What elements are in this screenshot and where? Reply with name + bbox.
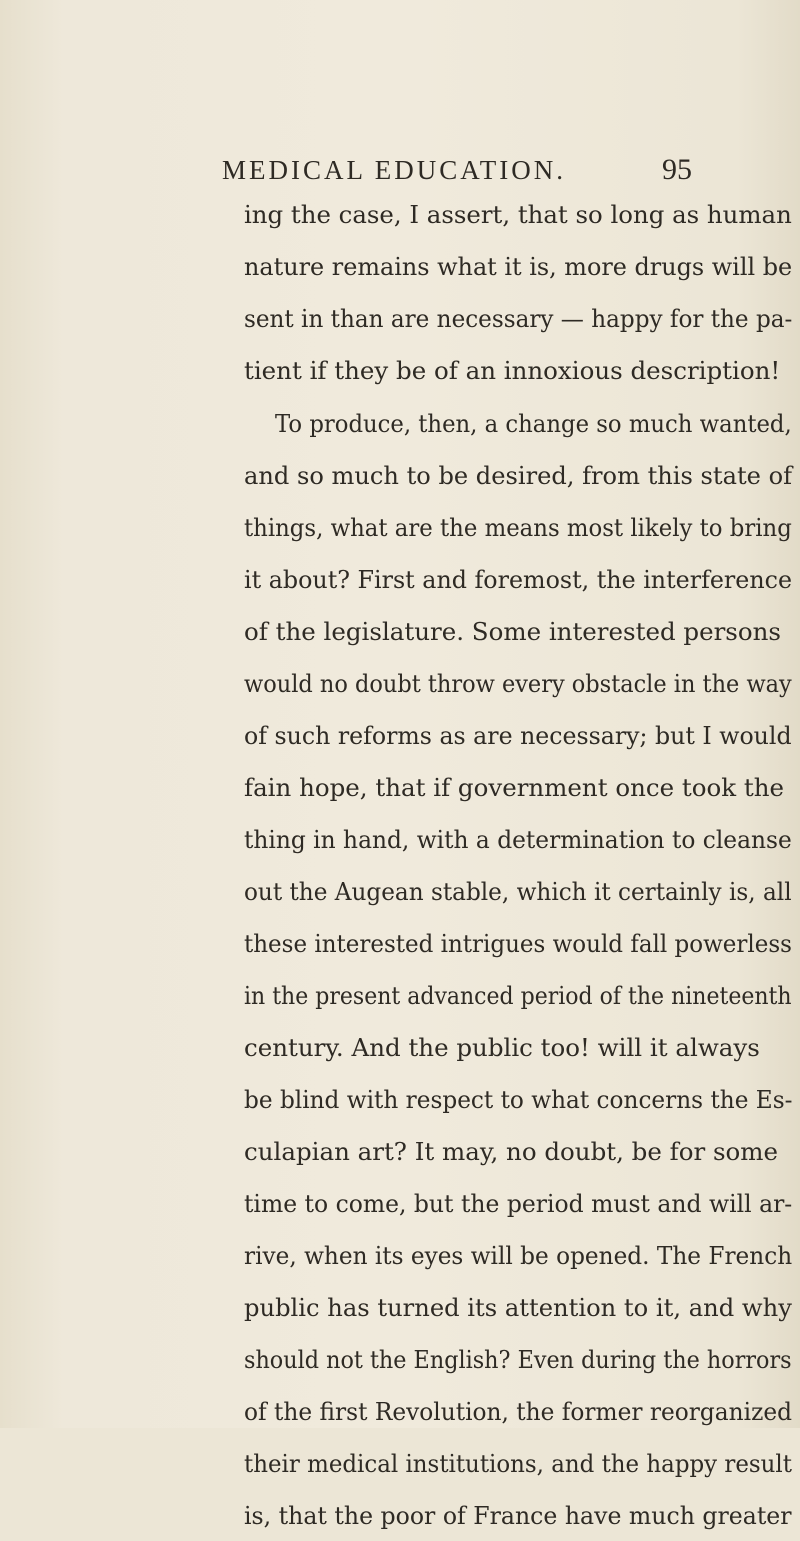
text-line: sent in than are necessary — happy for the pa- <box>244 304 793 333</box>
text-line: is, that the poor of France have much greater <box>244 1501 792 1530</box>
text-line: culapian art? It may, no doubt, be for some <box>244 1137 779 1166</box>
text-line: tient if they be of an innoxious description! <box>244 356 781 385</box>
text-line: century. And the public too! will it always <box>244 1033 760 1062</box>
text-line: would no doubt throw every obstacle in the way <box>244 669 792 698</box>
text-line: things, what are the means most likely to bring <box>244 513 792 542</box>
page-header <box>222 150 692 190</box>
text-line: thing in hand, with a determination to cleanse <box>244 825 792 854</box>
text-line: fain hope, that if government once took the <box>244 773 784 802</box>
text-line: To produce, then, a change so much wanted, <box>275 409 792 438</box>
text-line: rive, when its eyes will be opened. The French <box>244 1241 793 1270</box>
text-line: and so much to be desired, from this state of <box>244 461 793 490</box>
text-line: of the legislature. Some interested persons <box>244 617 781 646</box>
text-line: nature remains what it is, more drugs will be <box>244 252 793 281</box>
text-line: of such reforms as are necessary; but I would <box>244 721 792 750</box>
text-line: these interested intrigues would fall powerless <box>244 929 792 958</box>
text-line: ing the case, I assert, that so long as human <box>244 200 792 229</box>
text-line: it about? First and foremost, the interference <box>244 565 793 594</box>
text-line: time to come, but the period must and will ar- <box>244 1189 793 1218</box>
text-line: out the Augean stable, which it certainly is, all <box>244 877 792 906</box>
text-line: public has turned its attention to it, and why <box>244 1293 792 1322</box>
text-line: their medical institutions, and the happy result <box>244 1449 792 1478</box>
page-number: 95 <box>662 153 692 186</box>
text-line: of the first Revolution, the former reorganized <box>244 1397 793 1426</box>
running-head: MEDICAL EDUCATION. <box>222 155 566 185</box>
text-line: should not the English? Even during the horrors <box>244 1345 792 1374</box>
text-line: be blind with respect to what concerns the Es- <box>244 1085 793 1114</box>
text-line: in the present advanced period of the nineteenth <box>244 981 792 1010</box>
